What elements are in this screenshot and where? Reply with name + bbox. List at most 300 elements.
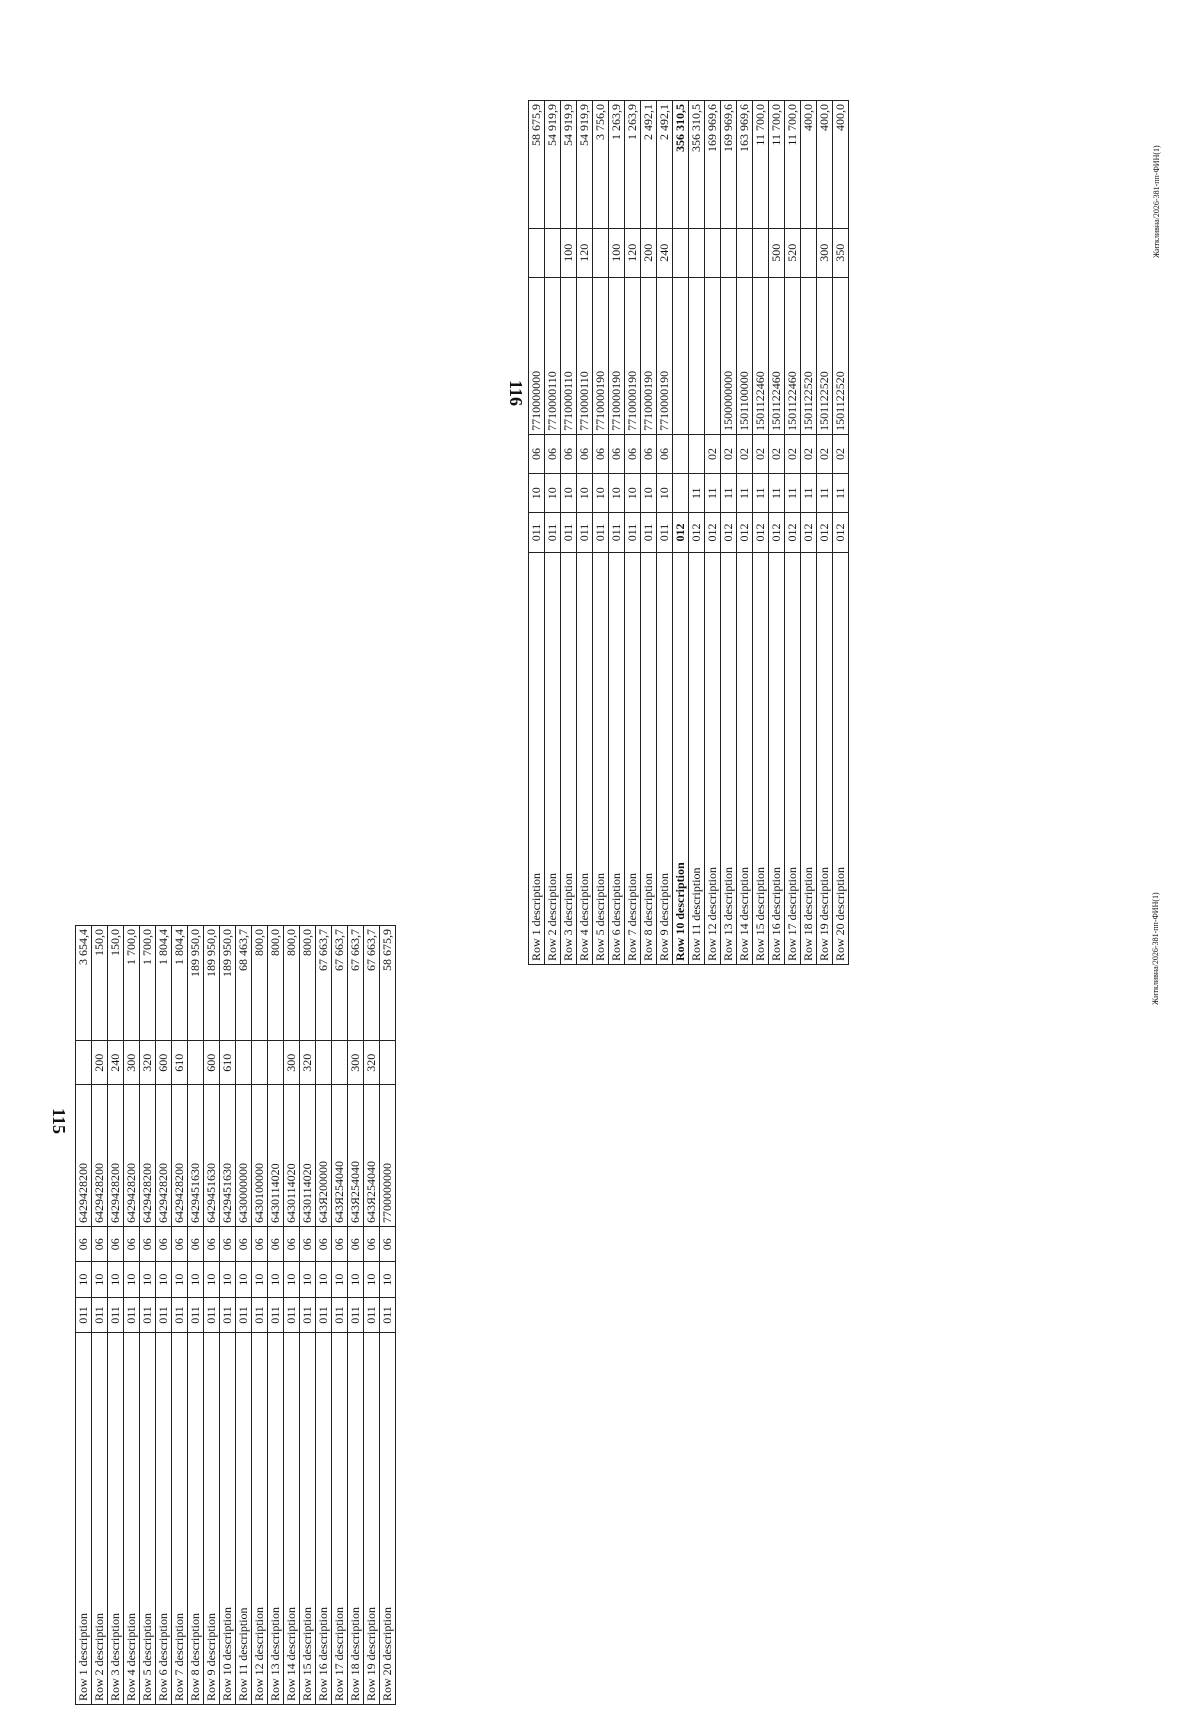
cell-tgt: 643Я200000: [316, 1085, 332, 1227]
cell-vr: 300: [284, 1041, 300, 1085]
cell-vr: 320: [140, 1041, 156, 1085]
table-row: [284, 926, 300, 1705]
cell-c1: 011: [561, 513, 577, 552]
table-row: [204, 926, 220, 1705]
cell-name: Row 5 description: [140, 1333, 156, 1705]
cell-name: Row 19 description: [364, 1333, 380, 1705]
cell-name: Row 20 description: [833, 552, 849, 964]
cell-amt: 1 263,9: [609, 101, 625, 229]
cell-c1: 012: [833, 513, 849, 552]
cell-vr: [188, 1041, 204, 1085]
cell-amt: 356 310,5: [673, 101, 689, 229]
cell-vr: 600: [204, 1041, 220, 1085]
cell-vr: [252, 1041, 268, 1085]
cell-c2: 10: [529, 474, 545, 513]
cell-c1: 012: [769, 513, 785, 552]
table-row: [561, 101, 577, 965]
cell-amt: 800,0: [284, 926, 300, 1041]
cell-c2: 10: [108, 1262, 124, 1297]
cell-amt: 800,0: [300, 926, 316, 1041]
footer-stamp-left: Житкливна/2026-381-пп-ФИН(1): [1151, 892, 1160, 1005]
cell-c1: 012: [705, 513, 721, 552]
table-row: [529, 101, 545, 965]
cell-vr: [705, 228, 721, 277]
table-row: [124, 926, 140, 1705]
cell-vr: 200: [641, 228, 657, 277]
cell-c1: 012: [817, 513, 833, 552]
cell-c2: 11: [689, 474, 705, 513]
cell-c1: 011: [316, 1297, 332, 1332]
cell-c2: 10: [188, 1262, 204, 1297]
table-row: [188, 926, 204, 1705]
table-row: [380, 926, 396, 1705]
cell-c3: 06: [124, 1226, 140, 1261]
cell-amt: 400,0: [817, 101, 833, 229]
cell-name: Row 4 description: [577, 552, 593, 964]
cell-tgt: 6430100000: [252, 1085, 268, 1227]
cell-amt: 54 919,9: [545, 101, 561, 229]
cell-c3: 02: [769, 434, 785, 473]
cell-amt: 1 700,0: [124, 926, 140, 1041]
table-left: [75, 925, 396, 1705]
cell-tgt: 6429428200: [124, 1085, 140, 1227]
cell-c1: 012: [673, 513, 689, 552]
cell-c3: 06: [364, 1226, 380, 1261]
cell-c1: 011: [220, 1297, 236, 1332]
cell-c3: 06: [92, 1226, 108, 1261]
cell-amt: 400,0: [833, 101, 849, 229]
cell-name: Row 2 description: [92, 1333, 108, 1705]
table-row: [833, 101, 849, 965]
table-row: [705, 101, 721, 965]
cell-name: Row 10 description: [220, 1333, 236, 1705]
cell-name: Row 19 description: [817, 552, 833, 964]
cell-c2: 10: [364, 1262, 380, 1297]
cell-tgt: 6429428200: [76, 1085, 92, 1227]
budget-table-left: [75, 925, 995, 1705]
cell-c3: [689, 434, 705, 473]
cell-c2: 10: [348, 1262, 364, 1297]
cell-c2: 10: [156, 1262, 172, 1297]
cell-c2: 10: [380, 1262, 396, 1297]
cell-c1: 011: [332, 1297, 348, 1332]
cell-name: Row 8 description: [188, 1333, 204, 1705]
cell-name: Row 20 description: [380, 1333, 396, 1705]
cell-c3: 06: [172, 1226, 188, 1261]
cell-vr: [593, 228, 609, 277]
cell-c1: 011: [204, 1297, 220, 1332]
cell-vr: [753, 228, 769, 277]
cell-c2: 10: [332, 1262, 348, 1297]
cell-tgt: 643Я254040: [332, 1085, 348, 1227]
table-row: [801, 101, 817, 965]
cell-vr: [737, 228, 753, 277]
cell-c3: 06: [108, 1226, 124, 1261]
cell-name: Row 15 description: [300, 1333, 316, 1705]
cell-vr: 120: [625, 228, 641, 277]
cell-c1: 011: [380, 1297, 396, 1332]
cell-name: Row 5 description: [593, 552, 609, 964]
cell-amt: 11 700,0: [753, 101, 769, 229]
cell-tgt: 7700000000: [380, 1085, 396, 1227]
cell-name: Row 4 description: [124, 1333, 140, 1705]
cell-amt: 169 969,6: [721, 101, 737, 229]
cell-vr: [801, 228, 817, 277]
cell-amt: 11 700,0: [785, 101, 801, 229]
table-row: [76, 926, 92, 1705]
cell-amt: 800,0: [252, 926, 268, 1041]
cell-name: Row 17 description: [332, 1333, 348, 1705]
cell-c2: 10: [609, 474, 625, 513]
cell-tgt: [705, 277, 721, 434]
cell-vr: 500: [769, 228, 785, 277]
cell-c3: 06: [577, 434, 593, 473]
cell-c3: 02: [801, 434, 817, 473]
table-row: [268, 926, 284, 1705]
cell-c3: 06: [140, 1226, 156, 1261]
table-row: [673, 101, 689, 965]
cell-name: Row 13 description: [268, 1333, 284, 1705]
table-row: [625, 101, 641, 965]
cell-amt: 11 700,0: [769, 101, 785, 229]
cell-vr: [76, 1041, 92, 1085]
cell-c2: 10: [140, 1262, 156, 1297]
cell-tgt: 643Я254040: [364, 1085, 380, 1227]
cell-c2: 10: [236, 1262, 252, 1297]
cell-amt: 400,0: [801, 101, 817, 229]
cell-c2: 11: [785, 474, 801, 513]
cell-tgt: 7710000190: [593, 277, 609, 434]
cell-name: Row 7 description: [625, 552, 641, 964]
cell-amt: 356 310,5: [689, 101, 705, 229]
cell-c3: 02: [721, 434, 737, 473]
table-row: [332, 926, 348, 1705]
table-row: [300, 926, 316, 1705]
cell-name: Row 18 description: [348, 1333, 364, 1705]
cell-amt: 150,0: [92, 926, 108, 1041]
cell-c3: 06: [268, 1226, 284, 1261]
cell-tgt: 1501122460: [769, 277, 785, 434]
table-row: [252, 926, 268, 1705]
budget-table-right: [528, 100, 1068, 965]
cell-c2: 11: [705, 474, 721, 513]
cell-amt: 67 663,7: [332, 926, 348, 1041]
cell-amt: 189 950,0: [204, 926, 220, 1041]
cell-tgt: 6429428200: [92, 1085, 108, 1227]
cell-vr: 320: [300, 1041, 316, 1085]
cell-name: Row 3 description: [561, 552, 577, 964]
cell-c1: 011: [252, 1297, 268, 1332]
cell-c3: 06: [220, 1226, 236, 1261]
cell-vr: 100: [609, 228, 625, 277]
cell-c1: 011: [284, 1297, 300, 1332]
cell-amt: 189 950,0: [188, 926, 204, 1041]
cell-vr: 610: [220, 1041, 236, 1085]
cell-amt: 67 663,7: [316, 926, 332, 1041]
cell-c3: 02: [753, 434, 769, 473]
cell-c1: 012: [785, 513, 801, 552]
table-row: [721, 101, 737, 965]
cell-c1: 011: [140, 1297, 156, 1332]
cell-tgt: 6430114020: [268, 1085, 284, 1227]
cell-amt: 1 700,0: [140, 926, 156, 1041]
cell-c2: 10: [316, 1262, 332, 1297]
cell-c2: 11: [801, 474, 817, 513]
cell-c1: 011: [236, 1297, 252, 1332]
table-row: [769, 101, 785, 965]
table-row: [92, 926, 108, 1705]
cell-vr: 600: [156, 1041, 172, 1085]
table-row: [577, 101, 593, 965]
cell-c3: 06: [316, 1226, 332, 1261]
page-number-right: 116: [506, 380, 526, 407]
cell-c1: 012: [753, 513, 769, 552]
cell-vr: 100: [561, 228, 577, 277]
page-number-left: 115: [49, 1108, 69, 1135]
cell-tgt: 1501122520: [801, 277, 817, 434]
cell-amt: 3 756,0: [593, 101, 609, 229]
cell-tgt: 6429428200: [172, 1085, 188, 1227]
cell-vr: 300: [124, 1041, 140, 1085]
cell-name: Row 7 description: [172, 1333, 188, 1705]
cell-tgt: 1501122460: [753, 277, 769, 434]
cell-tgt: 1500000000: [721, 277, 737, 434]
cell-name: Row 16 description: [316, 1333, 332, 1705]
cell-vr: [689, 228, 705, 277]
cell-vr: 350: [833, 228, 849, 277]
cell-c3: 06: [625, 434, 641, 473]
cell-c3: 06: [204, 1226, 220, 1261]
cell-c1: 011: [593, 513, 609, 552]
cell-c1: 012: [689, 513, 705, 552]
cell-c2: 11: [769, 474, 785, 513]
cell-tgt: 7710000190: [609, 277, 625, 434]
table-row: [545, 101, 561, 965]
cell-c2: 10: [300, 1262, 316, 1297]
cell-name: Row 2 description: [545, 552, 561, 964]
cell-c2: 10: [625, 474, 641, 513]
cell-c2: 10: [657, 474, 673, 513]
cell-tgt: 6429428200: [108, 1085, 124, 1227]
cell-c1: 011: [545, 513, 561, 552]
table-row: [657, 101, 673, 965]
cell-c3: [673, 434, 689, 473]
cell-c2: 10: [641, 474, 657, 513]
cell-c3: 06: [380, 1226, 396, 1261]
cell-vr: 520: [785, 228, 801, 277]
cell-amt: 1 804,4: [172, 926, 188, 1041]
cell-vr: [380, 1041, 396, 1085]
cell-name: Row 10 description: [673, 552, 689, 964]
cell-c1: 012: [721, 513, 737, 552]
cell-tgt: 7710000110: [561, 277, 577, 434]
cell-amt: 67 663,7: [348, 926, 364, 1041]
table-row: [364, 926, 380, 1705]
cell-c3: 06: [156, 1226, 172, 1261]
cell-name: Row 12 description: [252, 1333, 268, 1705]
cell-tgt: 6429428200: [156, 1085, 172, 1227]
table-row: [593, 101, 609, 965]
cell-c3: 06: [641, 434, 657, 473]
cell-c3: 06: [561, 434, 577, 473]
cell-vr: [721, 228, 737, 277]
cell-c1: 011: [625, 513, 641, 552]
table-row: [641, 101, 657, 965]
cell-c3: 06: [300, 1226, 316, 1261]
cell-c3: 06: [529, 434, 545, 473]
cell-vr: [268, 1041, 284, 1085]
cell-vr: [332, 1041, 348, 1085]
cell-amt: 67 663,7: [364, 926, 380, 1041]
table-row: [609, 101, 625, 965]
cell-c3: 06: [545, 434, 561, 473]
cell-amt: 58 675,9: [529, 101, 545, 229]
cell-tgt: 6429428200: [140, 1085, 156, 1227]
cell-tgt: [689, 277, 705, 434]
table-row: [689, 101, 705, 965]
cell-c3: 06: [252, 1226, 268, 1261]
cell-name: Row 3 description: [108, 1333, 124, 1705]
cell-c1: 011: [641, 513, 657, 552]
cell-c1: 011: [609, 513, 625, 552]
cell-name: Row 1 description: [76, 1333, 92, 1705]
cell-c2: [673, 474, 689, 513]
cell-c1: 011: [268, 1297, 284, 1332]
cell-vr: 240: [108, 1041, 124, 1085]
cell-c1: 011: [529, 513, 545, 552]
cell-name: Row 14 description: [284, 1333, 300, 1705]
cell-c2: 11: [753, 474, 769, 513]
cell-name: Row 1 description: [529, 552, 545, 964]
cell-c1: 012: [801, 513, 817, 552]
cell-amt: 54 919,9: [561, 101, 577, 229]
cell-amt: 2 492,1: [657, 101, 673, 229]
cell-name: Row 8 description: [641, 552, 657, 964]
cell-vr: [316, 1041, 332, 1085]
cell-c3: 06: [348, 1226, 364, 1261]
cell-c2: 10: [220, 1262, 236, 1297]
table-row: [172, 926, 188, 1705]
cell-c1: 011: [124, 1297, 140, 1332]
table-row: [737, 101, 753, 965]
cell-c2: 10: [92, 1262, 108, 1297]
cell-c1: 011: [188, 1297, 204, 1332]
cell-amt: 2 492,1: [641, 101, 657, 229]
cell-c1: 011: [108, 1297, 124, 1332]
cell-c3: 06: [332, 1226, 348, 1261]
table-row: [316, 926, 332, 1705]
cell-tgt: 1501122520: [833, 277, 849, 434]
cell-c1: 011: [348, 1297, 364, 1332]
cell-amt: 68 463,7: [236, 926, 252, 1041]
cell-c3: 02: [833, 434, 849, 473]
cell-name: Row 12 description: [705, 552, 721, 964]
footer-stamp-right: Житкливна/2026-381-пп-ФИН(1): [1152, 145, 1161, 258]
cell-vr: 240: [657, 228, 673, 277]
cell-c2: 10: [593, 474, 609, 513]
cell-tgt: 643Я254040: [348, 1085, 364, 1227]
cell-c3: 02: [737, 434, 753, 473]
cell-name: Row 11 description: [689, 552, 705, 964]
cell-tgt: 7710000000: [529, 277, 545, 434]
cell-tgt: 7710000190: [657, 277, 673, 434]
cell-c2: 10: [172, 1262, 188, 1297]
cell-tgt: 6430114020: [284, 1085, 300, 1227]
cell-vr: [545, 228, 561, 277]
table-right: [528, 100, 849, 965]
cell-name: Row 15 description: [753, 552, 769, 964]
cell-c3: 06: [657, 434, 673, 473]
cell-tgt: 1501100000: [737, 277, 753, 434]
table-row: [348, 926, 364, 1705]
cell-amt: 1 263,9: [625, 101, 641, 229]
cell-name: Row 6 description: [609, 552, 625, 964]
table-row: [817, 101, 833, 965]
cell-name: Row 17 description: [785, 552, 801, 964]
cell-tgt: 7710000190: [625, 277, 641, 434]
cell-c3: 06: [593, 434, 609, 473]
cell-tgt: 7710000110: [545, 277, 561, 434]
cell-c2: 10: [204, 1262, 220, 1297]
cell-c2: 10: [561, 474, 577, 513]
cell-c1: 011: [172, 1297, 188, 1332]
cell-tgt: 7710000110: [577, 277, 593, 434]
cell-tgt: 1501122460: [785, 277, 801, 434]
cell-amt: 169 969,6: [705, 101, 721, 229]
cell-c1: 011: [577, 513, 593, 552]
cell-name: Row 9 description: [657, 552, 673, 964]
cell-c2: 10: [545, 474, 561, 513]
table-row: [140, 926, 156, 1705]
cell-amt: 3 654,4: [76, 926, 92, 1041]
cell-vr: 300: [817, 228, 833, 277]
cell-vr: 300: [348, 1041, 364, 1085]
cell-c2: 10: [76, 1262, 92, 1297]
cell-name: Row 13 description: [721, 552, 737, 964]
cell-c1: 011: [364, 1297, 380, 1332]
table-row: [236, 926, 252, 1705]
cell-c2: 10: [284, 1262, 300, 1297]
cell-c2: 11: [737, 474, 753, 513]
cell-c2: 10: [124, 1262, 140, 1297]
cell-c3: 06: [609, 434, 625, 473]
cell-tgt: 6430000000: [236, 1085, 252, 1227]
table-row: [220, 926, 236, 1705]
cell-amt: 1 804,4: [156, 926, 172, 1041]
cell-name: Row 11 description: [236, 1333, 252, 1705]
table-row: [156, 926, 172, 1705]
cell-c3: 06: [76, 1226, 92, 1261]
cell-tgt: 6429451630: [188, 1085, 204, 1227]
cell-c3: 02: [817, 434, 833, 473]
cell-vr: 610: [172, 1041, 188, 1085]
cell-c2: 10: [577, 474, 593, 513]
cell-vr: 200: [92, 1041, 108, 1085]
cell-c3: 02: [705, 434, 721, 473]
cell-name: Row 14 description: [737, 552, 753, 964]
cell-c2: 11: [721, 474, 737, 513]
cell-tgt: 6430114020: [300, 1085, 316, 1227]
cell-vr: [673, 228, 689, 277]
cell-name: Row 16 description: [769, 552, 785, 964]
table-row: [108, 926, 124, 1705]
cell-vr: 120: [577, 228, 593, 277]
cell-vr: [529, 228, 545, 277]
cell-amt: 189 950,0: [220, 926, 236, 1041]
cell-c1: 011: [300, 1297, 316, 1332]
cell-c1: 011: [156, 1297, 172, 1332]
cell-c3: 02: [785, 434, 801, 473]
